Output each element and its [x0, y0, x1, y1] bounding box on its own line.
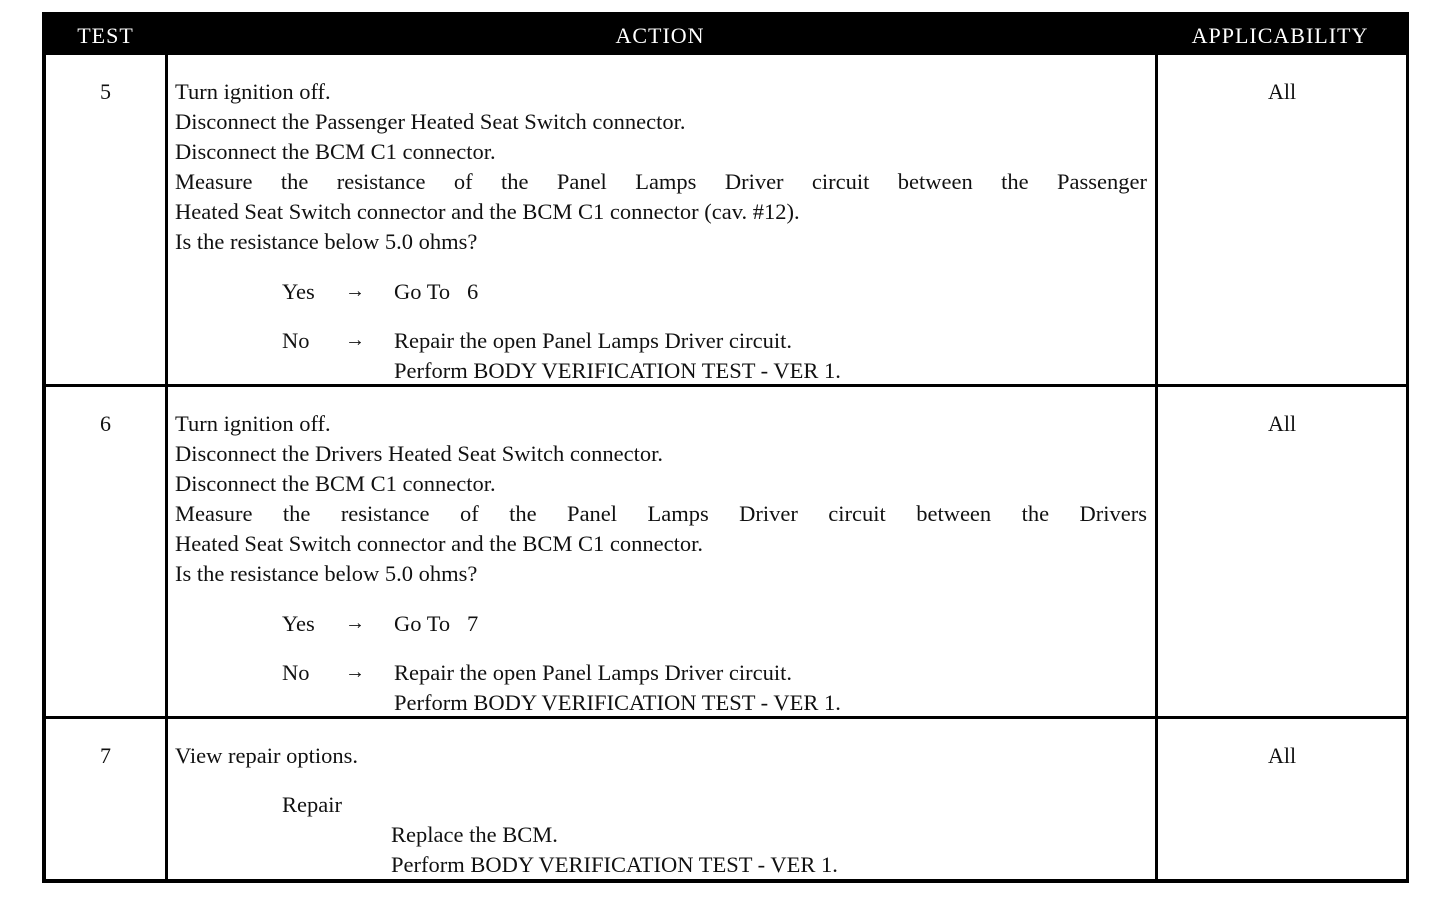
table-header: [46, 15, 1406, 55]
repair-action-followup: Perform BODY VERIFICATION TEST - VER 1.: [391, 852, 838, 877]
action-line: View repair options.: [175, 743, 358, 768]
action-line: Disconnect the BCM C1 connector.: [175, 471, 496, 496]
no-action: Repair the open Panel Lamps Driver circuit.: [394, 660, 792, 685]
applicability-value: All: [1267, 411, 1297, 436]
action-line: Disconnect the BCM C1 connector.: [175, 139, 496, 164]
action-line: Heated Seat Switch connector and the BCM C1 connector.: [175, 531, 703, 556]
no-action-followup: Perform BODY VERIFICATION TEST - VER 1.: [394, 690, 841, 715]
applicability-value: All: [1267, 743, 1297, 768]
arrow-icon: →: [345, 280, 365, 302]
action-line: Turn ignition off.: [175, 79, 331, 104]
header-action: ACTION: [615, 23, 705, 48]
test-number: 6: [100, 411, 111, 436]
arrow-icon: →: [345, 329, 365, 351]
no-action: Repair the open Panel Lamps Driver circuit.: [394, 328, 792, 353]
no-label: No: [282, 660, 310, 685]
yes-action: Go To 7: [394, 611, 479, 636]
table-row: [46, 55, 1406, 384]
diagnostic-table: [42, 12, 1409, 883]
header-applicability: APPLICABILITY: [1191, 23, 1369, 48]
yes-label: Yes: [282, 279, 315, 304]
action-line: Measure the resistance of the Panel Lamps Driver circuit between the Passenger: [175, 169, 1147, 194]
applicability-value: All: [1267, 79, 1297, 104]
test-number: 5: [100, 79, 111, 104]
table-row: [46, 387, 1406, 716]
arrow-icon: →: [345, 612, 365, 634]
action-line: Is the resistance below 5.0 ohms?: [175, 229, 478, 254]
action-line: Is the resistance below 5.0 ohms?: [175, 561, 478, 586]
yes-label: Yes: [282, 611, 315, 636]
repair-label: Repair: [282, 792, 342, 817]
test-number: 7: [100, 743, 111, 768]
yes-action: Go To 6: [394, 279, 479, 304]
action-line: Turn ignition off.: [175, 411, 331, 436]
action-line: Measure the resistance of the Panel Lamps Driver circuit between the Drivers: [175, 501, 1147, 526]
no-action-followup: Perform BODY VERIFICATION TEST - VER 1.: [394, 358, 841, 383]
no-label: No: [282, 328, 310, 353]
table-row: [46, 719, 1406, 879]
arrow-icon: →: [345, 661, 365, 683]
repair-action: Replace the BCM.: [391, 822, 558, 847]
action-line: Disconnect the Passenger Heated Seat Switch connector.: [175, 109, 686, 134]
action-line: Heated Seat Switch connector and the BCM C1 connector (cav. #12).: [175, 199, 800, 224]
header-test: TEST: [77, 23, 134, 48]
action-line: Disconnect the Drivers Heated Seat Switch connector.: [175, 441, 663, 466]
